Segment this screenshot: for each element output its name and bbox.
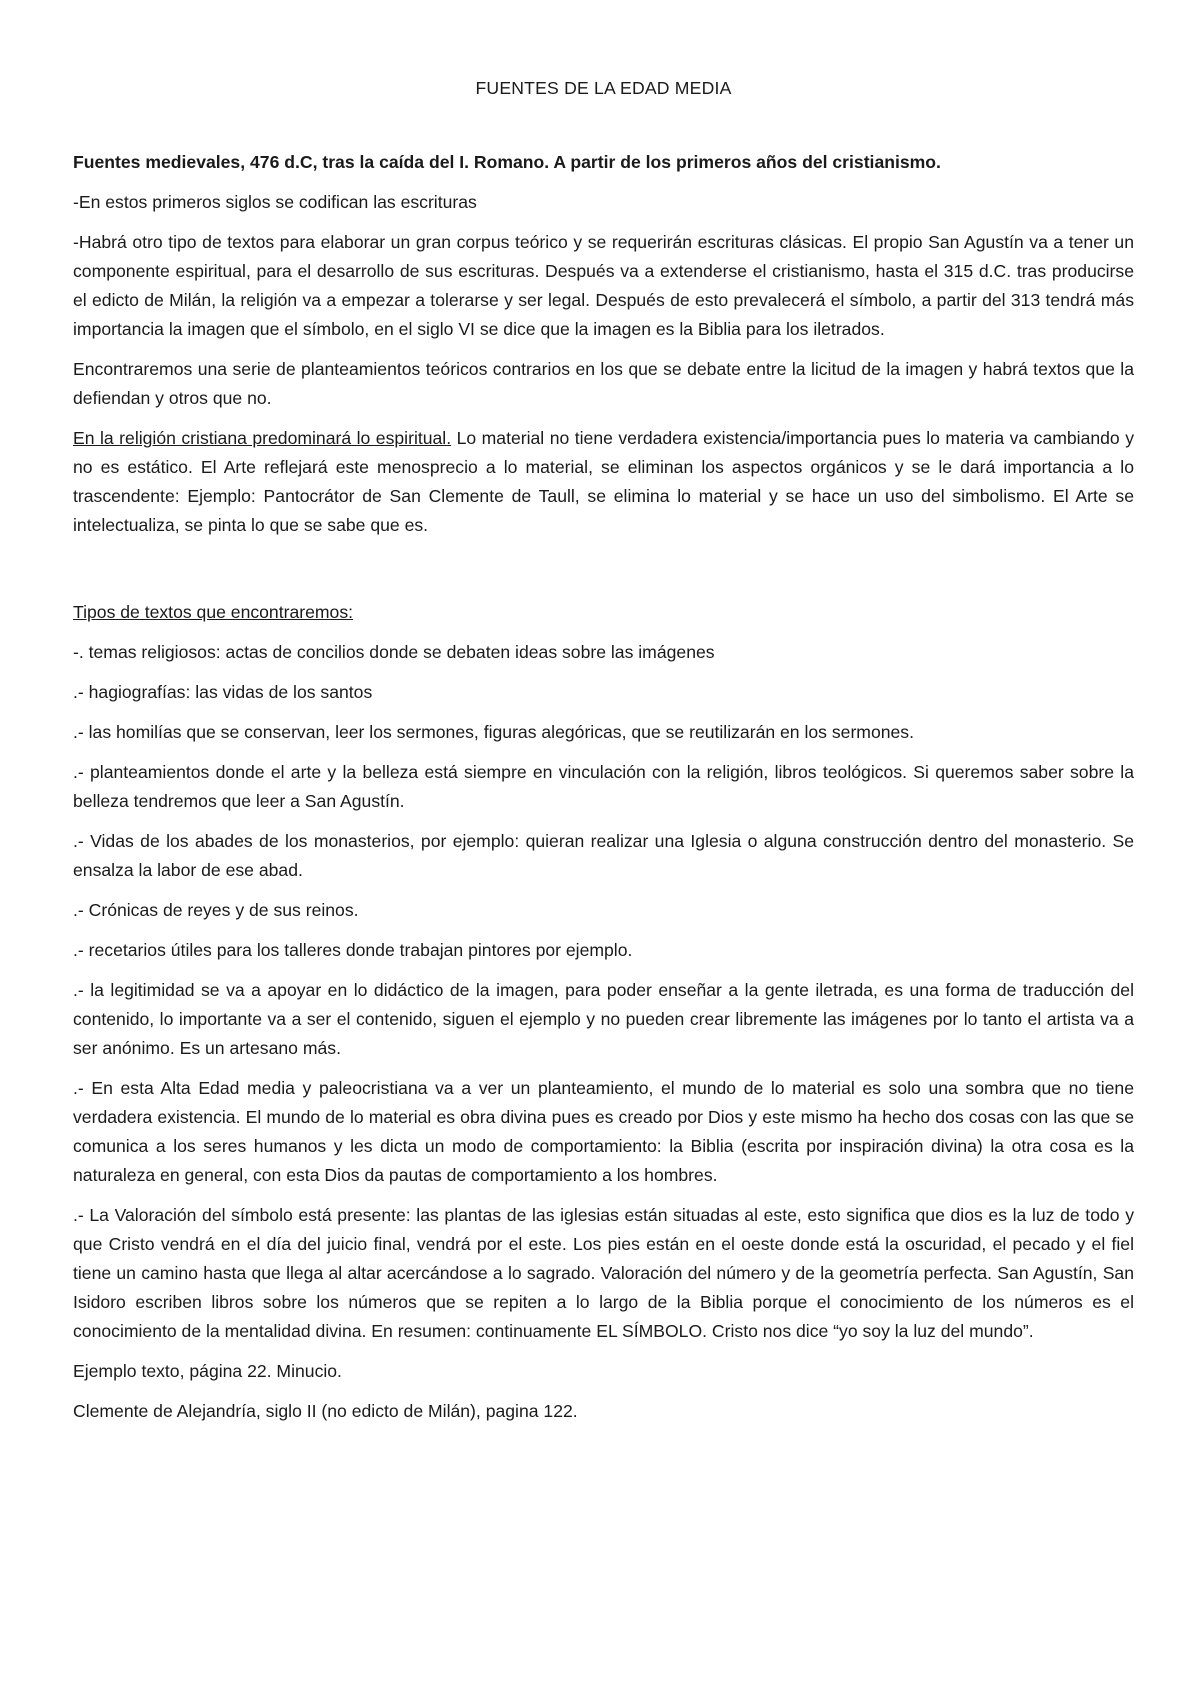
paragraph-4 [73, 424, 1134, 540]
list-item: .- la legitimidad se va a apoyar en lo didáctico de la imagen, para poder enseñar a la gente iletrada, es una forma de traducción del contenido, lo importante va a ser el contenido, siguen el ejemplo y no pueden crear libremente las imágenes por lo tanto el artista va a ser anónimo. Es un artesano más. [73, 980, 1134, 1058]
list-item: .- En esta Alta Edad media y paleocristiana va a ver un planteamiento, el mundo de lo material es solo una sombra que no tiene verdadera existencia. El mundo de lo material es obra divina pues es creado por Dios y este mismo ha hecho dos cosas con las que se comunica a los seres humanos y les dicta un modo de comportamiento: la Biblia (escrita por inspiración divina) la otra cosa es la naturaleza en general, con esta Dios da pautas de comportamiento a los hombres. [73, 1078, 1134, 1185]
paragraph-4-rest: Lo material no tiene verdadera existencia/importancia pues lo materia va cambiando y no es estático. El Arte reflejará este menosprecio a lo material, se eliminan los aspectos orgánicos y se le dará importancia a lo trascendente: Ejemplo: Pantocrátor de San Clemente de Taull, se elimina lo material y se hace un uso del simbolismo. El Arte se intelectualiza, se pinta lo que se sabe que es. [73, 428, 1134, 535]
list-item: .- recetarios útiles para los talleres donde trabajan pintores por ejemplo. [73, 940, 633, 960]
paragraph-1: -En estos primeros siglos se codifican las escrituras [73, 192, 477, 212]
section-heading: Tipos de textos que encontraremos: [73, 602, 354, 622]
list-item: .- hagiografías: las vidas de los santos [73, 682, 373, 702]
document-title: FUENTES DE LA EDAD MEDIA [475, 78, 732, 98]
list-item: -. temas religiosos: actas de concilios donde se debaten ideas sobre las imágenes [73, 642, 715, 662]
list-item: .- Vidas de los abades de los monasterios, por ejemplo: quieran realizar una Iglesia o alguna construcción dentro del monasterio. Se ensalza la labor de ese abad. [73, 831, 1134, 880]
paragraph-4-underlined: En la religión cristiana predominará lo espiritual. [73, 428, 452, 448]
document-body [73, 60, 1134, 1426]
list-item: .- La Valoración del símbolo está presente: las plantas de las iglesias están situadas al este, esto significa que dios es la luz de todo y que Cristo vendrá en el día del juicio final, vendrá por el este. Los pies están en el oeste donde está la oscuridad, el pecado y el fiel tiene un camino hasta que llega al altar acercándose a lo sagrado. Valoración del número y de la geometría perfecta. San Agustín, San Isidoro escriben libros sobre los números que se repiten a lo largo de la Biblia porque el conocimiento de los números es el conocimiento de la mentalidad divina. En resumen: continuamente EL SÍMBOLO. Cristo nos dice “yo soy la luz del mundo”. [73, 1205, 1134, 1341]
paragraph-3: Encontraremos una serie de planteamientos teóricos contrarios en los que se debate entre la licitud de la imagen y habrá textos que la defiendan y otros que no. [73, 359, 1134, 408]
list-item: .- las homilías que se conservan, leer los sermones, figuras alegóricas, que se reutilizarán en los sermones. [73, 722, 914, 742]
example-line: Ejemplo texto, página 22. Minucio. [73, 1361, 342, 1381]
paragraph-2: -Habrá otro tipo de textos para elaborar un gran corpus teórico y se requerirán escrituras clásicas. El propio San Agustín va a tener un componente espiritual, para el desarrollo de sus escrituras. Después va a extenderse el cristianismo, hasta el 315 d.C. tras producirse el edicto de Milán, la religión va a empezar a tolerarse y ser legal. Después de esto prevalecerá el símbolo, a partir del 313 tendrá más importancia la imagen que el símbolo, en el siglo VI se dice que la imagen es la Biblia para los iletrados. [73, 232, 1134, 339]
intro-heading: Fuentes medievales, 476 d.C, tras la caída del I. Romano. A partir de los primeros años del cristianismo. [73, 152, 941, 172]
list-item: .- Crónicas de reyes y de sus reinos. [73, 900, 359, 920]
closing-line: Clemente de Alejandría, siglo II (no edicto de Milán), pagina 122. [73, 1401, 578, 1421]
list-item: .- planteamientos donde el arte y la belleza está siempre en vinculación con la religión, libros teológicos. Si queremos saber sobre la belleza tendremos que leer a San Agustín. [73, 762, 1134, 811]
